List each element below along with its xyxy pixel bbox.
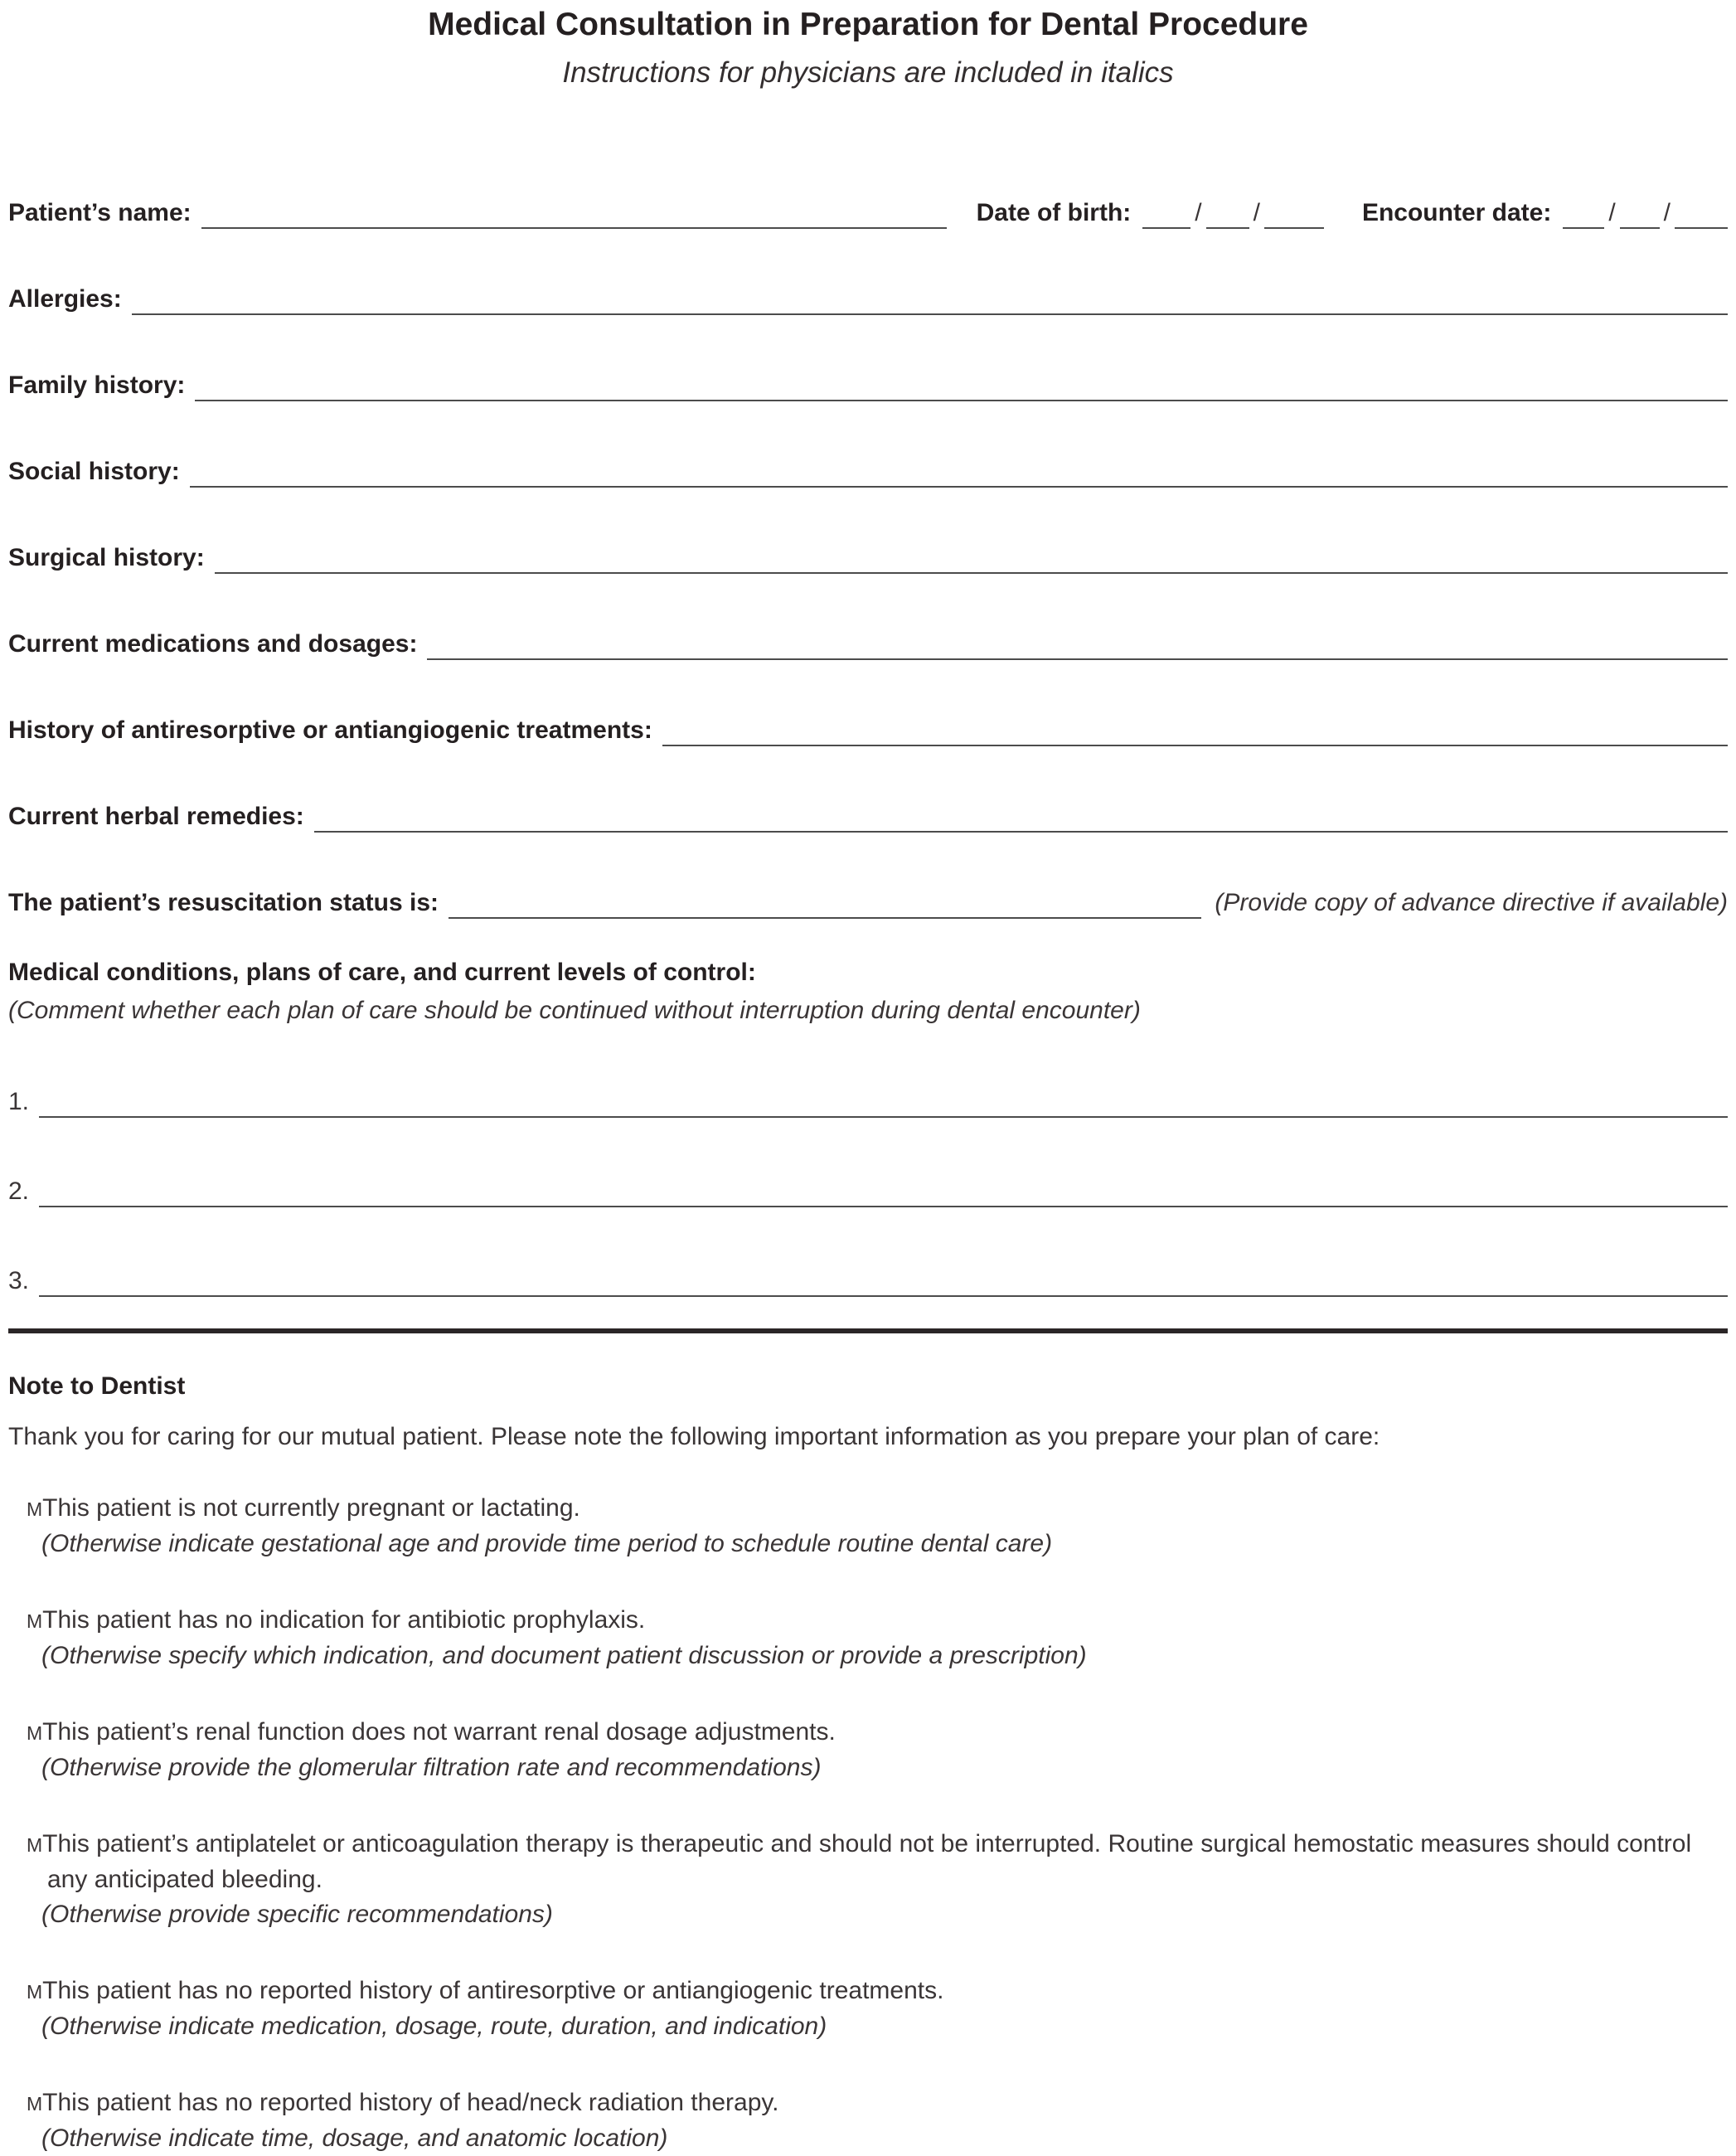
dob-slash: / [1195,199,1202,226]
resuscitation-status-label: The patient’s resuscitation status is: [8,889,439,916]
checkbox-item-radiation-therapy [27,2086,1728,2156]
checkbox-line [27,2086,1728,2121]
condition-number-3: 3. [8,1267,30,1294]
checkbox-line [27,1974,1728,2009]
surgical-history-line[interactable] [215,542,1728,574]
medical-conditions-heading: Medical conditions, plans of care, and current levels of control: [8,959,756,986]
resuscitation-status-row [8,887,1728,919]
encounter-slash: / [1608,199,1616,226]
checkbox-item-instruction: (Otherwise specify which indication, and document patient discussion or provide a prescription) [41,1642,1087,1669]
allergies-row [8,284,1728,315]
checkbox-line [27,1715,1728,1751]
checkbox-item-text: This patient is not currently pregnant or lactating. [42,1494,580,1522]
social-history-row [8,456,1728,488]
checkbox-icon[interactable]: M [27,1981,43,2003]
encounter-day-line[interactable] [1620,197,1660,229]
dob-month-line[interactable] [1142,197,1190,229]
advance-directive-note: (Provide copy of advance directive if available) [1215,889,1728,916]
checkbox-line [27,1603,1728,1639]
page-title: Medical Consultation in Preparation for Dental Procedure [428,7,1308,42]
checkbox-item-renal-function [27,1715,1728,1785]
allergies-line[interactable] [132,284,1728,315]
encounter-date-label: Encounter date: [1361,199,1552,226]
resuscitation-status-line[interactable] [449,887,1201,919]
date-of-birth-label: Date of birth: [976,199,1132,226]
condition-line-2[interactable] [39,1176,1728,1207]
checkbox-icon[interactable]: M [27,2093,43,2115]
checkbox-item-instruction: (Otherwise indicate medication, dosage, route, duration, and indication) [41,2013,827,2040]
patient-name-line[interactable] [201,197,947,229]
surgical-history-row [8,542,1728,574]
checkbox-item-instruction: (Otherwise indicate gestational age and provide time period to schedule routine dental care) [41,1530,1053,1557]
note-to-dentist-heading: Note to Dentist [8,1372,186,1400]
current-medications-row [8,629,1728,660]
checkbox-line [27,1491,1728,1527]
current-medications-line[interactable] [427,629,1728,660]
condition-row-1 [8,1086,1728,1118]
condition-row-2 [8,1176,1728,1207]
social-history-label: Social history: [8,458,180,485]
antiresorptive-history-label: History of antiresorptive or antiangiogenic treatments: [8,716,652,744]
condition-line-1[interactable] [39,1086,1728,1118]
checkbox-icon[interactable]: M [27,1498,43,1520]
page-subtitle: Instructions for physicians are included in italics [562,56,1174,89]
checkbox-item-instruction: (Otherwise provide the glomerular filtration rate and recommendations) [41,1754,822,1781]
checkbox-icon[interactable]: M [27,1610,43,1632]
allergies-label: Allergies: [8,285,122,313]
checkbox-item-text: This patient has no indication for antibiotic prophylaxis. [42,1606,646,1634]
checkbox-item-antiresorptive-treatments [27,1974,1728,2044]
checkbox-icon[interactable]: M [27,1834,43,1856]
social-history-line[interactable] [190,456,1728,488]
checkbox-item-antibiotic-prophylaxis [27,1603,1728,1673]
encounter-month-line[interactable] [1563,197,1604,229]
condition-line-3[interactable] [39,1265,1728,1297]
dob-year-line[interactable] [1264,197,1324,229]
family-history-line[interactable] [195,370,1728,401]
medical-conditions-instruction: (Comment whether each plan of care should be continued without interruption during dental encounter) [8,997,1141,1024]
checkbox-item-instruction: (Otherwise provide specific recommendations) [41,1901,553,1928]
dob-day-line[interactable] [1206,197,1249,229]
family-history-label: Family history: [8,371,186,399]
antiresorptive-history-line[interactable] [662,715,1728,746]
dob-slash: / [1253,199,1260,226]
encounter-year-line[interactable] [1675,197,1728,229]
note-to-dentist-intro: Thank you for caring for our mutual patient. Please note the following important information as you prepare your plan of care: [8,1423,1380,1450]
patient-identity-row [8,197,1728,229]
checkbox-item-instruction: (Otherwise indicate time, dosage, and anatomic location) [41,2124,668,2152]
section-divider [8,1328,1728,1333]
condition-number-1: 1. [8,1088,30,1115]
checkbox-item-pregnancy [27,1491,1728,1561]
antiresorptive-history-row [8,715,1728,746]
condition-number-2: 2. [8,1178,30,1205]
surgical-history-label: Surgical history: [8,544,205,571]
herbal-remedies-line[interactable] [314,801,1728,833]
patient-name-label: Patient’s name: [8,199,192,226]
condition-row-3 [8,1265,1728,1297]
herbal-remedies-label: Current herbal remedies: [8,803,304,830]
checkbox-icon[interactable]: M [27,1722,43,1744]
checkbox-item-text: This patient’s antiplatelet or anticoagulation therapy is therapeutic and should not be interrupted. Routine surgical hemostatic measures should control any anticipated bleeding. [42,1830,1692,1893]
checkbox-item-text: This patient has no reported history of head/neck radiation therapy. [42,2089,779,2116]
checkbox-item-text: This patient has no reported history of antiresorptive or antiangiogenic treatments. [42,1977,944,2004]
checkbox-line [27,1827,1728,1897]
family-history-row [8,370,1728,401]
checkbox-item-text: This patient’s renal function does not warrant renal dosage adjustments. [42,1718,836,1746]
checkbox-item-anticoagulation [27,1827,1728,1932]
herbal-remedies-row [8,801,1728,833]
encounter-slash: / [1663,199,1671,226]
current-medications-label: Current medications and dosages: [8,630,418,658]
